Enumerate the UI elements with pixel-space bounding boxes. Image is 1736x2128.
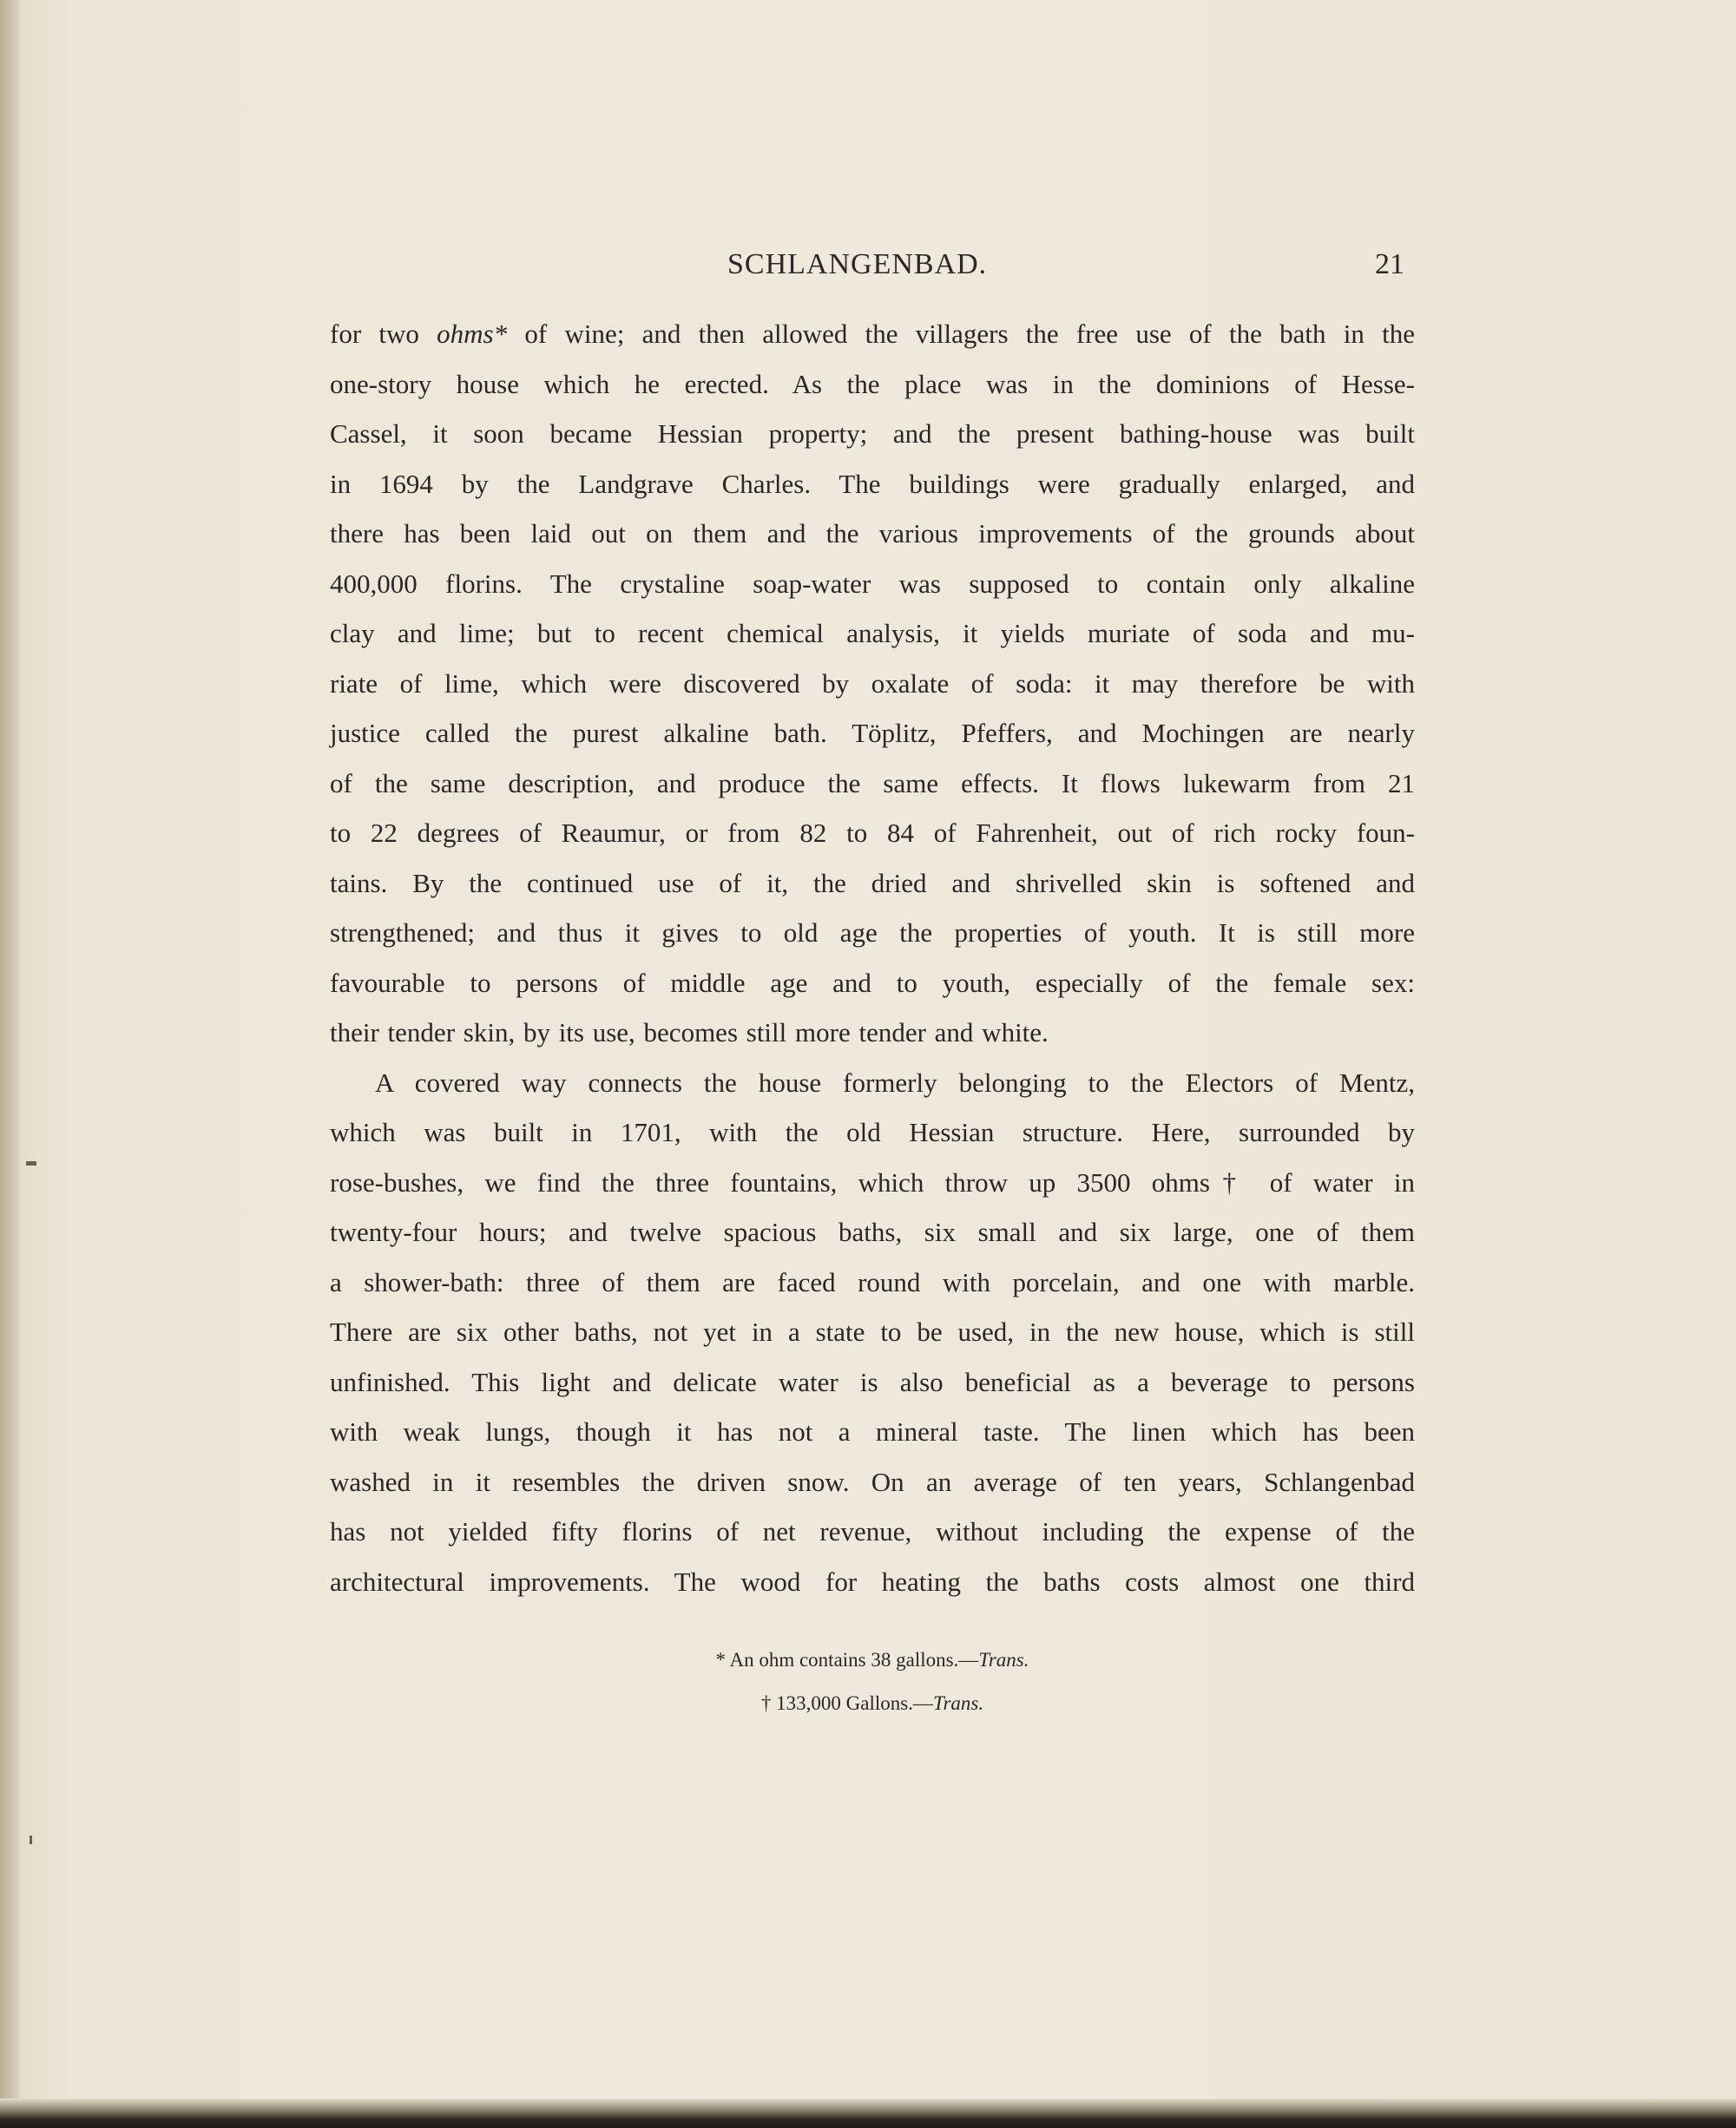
body-text — [330, 309, 1415, 1606]
binding-edge — [0, 0, 19, 2128]
margin-mark — [30, 1836, 32, 1844]
text-line: has not yielded fifty florins of net revenue, without including the expense of the — [330, 1516, 1415, 1547]
text-line: A covered way connects the house formerly belonging to the Electors of Mentz, — [375, 1067, 1415, 1098]
margin-mark — [26, 1161, 36, 1166]
footnote: * An ohm contains 38 gallons.—Trans. — [715, 1649, 1029, 1671]
text-line: a shower-bath: three of them are faced round with porcelain, and one with marble. — [330, 1266, 1415, 1297]
text-line: justice called the purest alkaline bath. Töplitz, Pfeffers, and Mochingen are nearly — [330, 718, 1415, 748]
text-line: architectural improvements. The wood for heating the baths costs almost one third — [330, 1566, 1415, 1597]
text-line: strengthened; and thus it gives to old age the properties of youth. It is still more — [330, 917, 1415, 948]
text-line: there has been laid out on them and the various improvements of the grounds about — [330, 518, 1415, 548]
text-line: of the same description, and produce the same effects. It flows lukewarm from 21 — [330, 767, 1415, 798]
footnote: † 133,000 Gallons.—Trans. — [760, 1692, 984, 1714]
text-line: 400,000 florins. The crystaline soap-water was supposed to contain only alkaline — [330, 568, 1415, 599]
text-line: There are six other baths, not yet in a state to be used, in the new house, which is still — [330, 1317, 1415, 1347]
text-line: riate of lime, which were discovered by oxalate of soda: it may therefore be with — [330, 667, 1415, 699]
text-line: which was built in 1701, with the old Hessian structure. Here, surrounded by — [330, 1117, 1415, 1147]
page-bottom-edge — [0, 2098, 1736, 2128]
text-line: tains. By the continued use of it, the dried and shrivelled skin is softened and — [330, 867, 1415, 898]
text-line: favourable to persons of middle age and to youth, especially of the female sex: — [330, 967, 1415, 998]
text-line: one-story house which he erected. As the place was in the dominions of Hesse- — [330, 368, 1415, 399]
text-line: for two ohms* of wine; and then allowed the villagers the free use of the bath in the — [330, 319, 1415, 349]
text-line: clay and lime; but to recent chemical analysis, it yields muriate of soda and mu- — [330, 618, 1415, 648]
text-line: in 1694 by the Landgrave Charles. The buildings were gradually enlarged, and — [330, 468, 1415, 499]
text-line: washed in it resembles the driven snow. On an average of ten years, Schlangenbad — [330, 1466, 1415, 1497]
text-line: unfinished. This light and delicate water is also beneficial as a beverage to persons — [330, 1366, 1415, 1397]
text-line: rose-bushes, we find the three fountains, which throw up 3500 ohms† of water in — [330, 1166, 1415, 1198]
text-line: twenty-four hours; and twelve spacious baths, six small and six large, one of them — [330, 1217, 1415, 1247]
text-line: their tender skin, by its use, becomes still more tender and white. — [330, 1017, 1049, 1048]
text-line: with weak lungs, though it has not a mineral taste. The linen which has been — [330, 1416, 1415, 1447]
page-number: 21 — [1375, 248, 1404, 280]
running-head: SCHLANGENBAD. — [727, 248, 988, 280]
text-line: Cassel, it soon became Hessian property; and the present bathing-house was built — [330, 418, 1415, 449]
footnotes — [330, 1639, 1415, 1725]
text-line: to 22 degrees of Reaumur, or from 82 to 84 of Fahrenheit, out of rich rocky foun- — [330, 818, 1415, 848]
